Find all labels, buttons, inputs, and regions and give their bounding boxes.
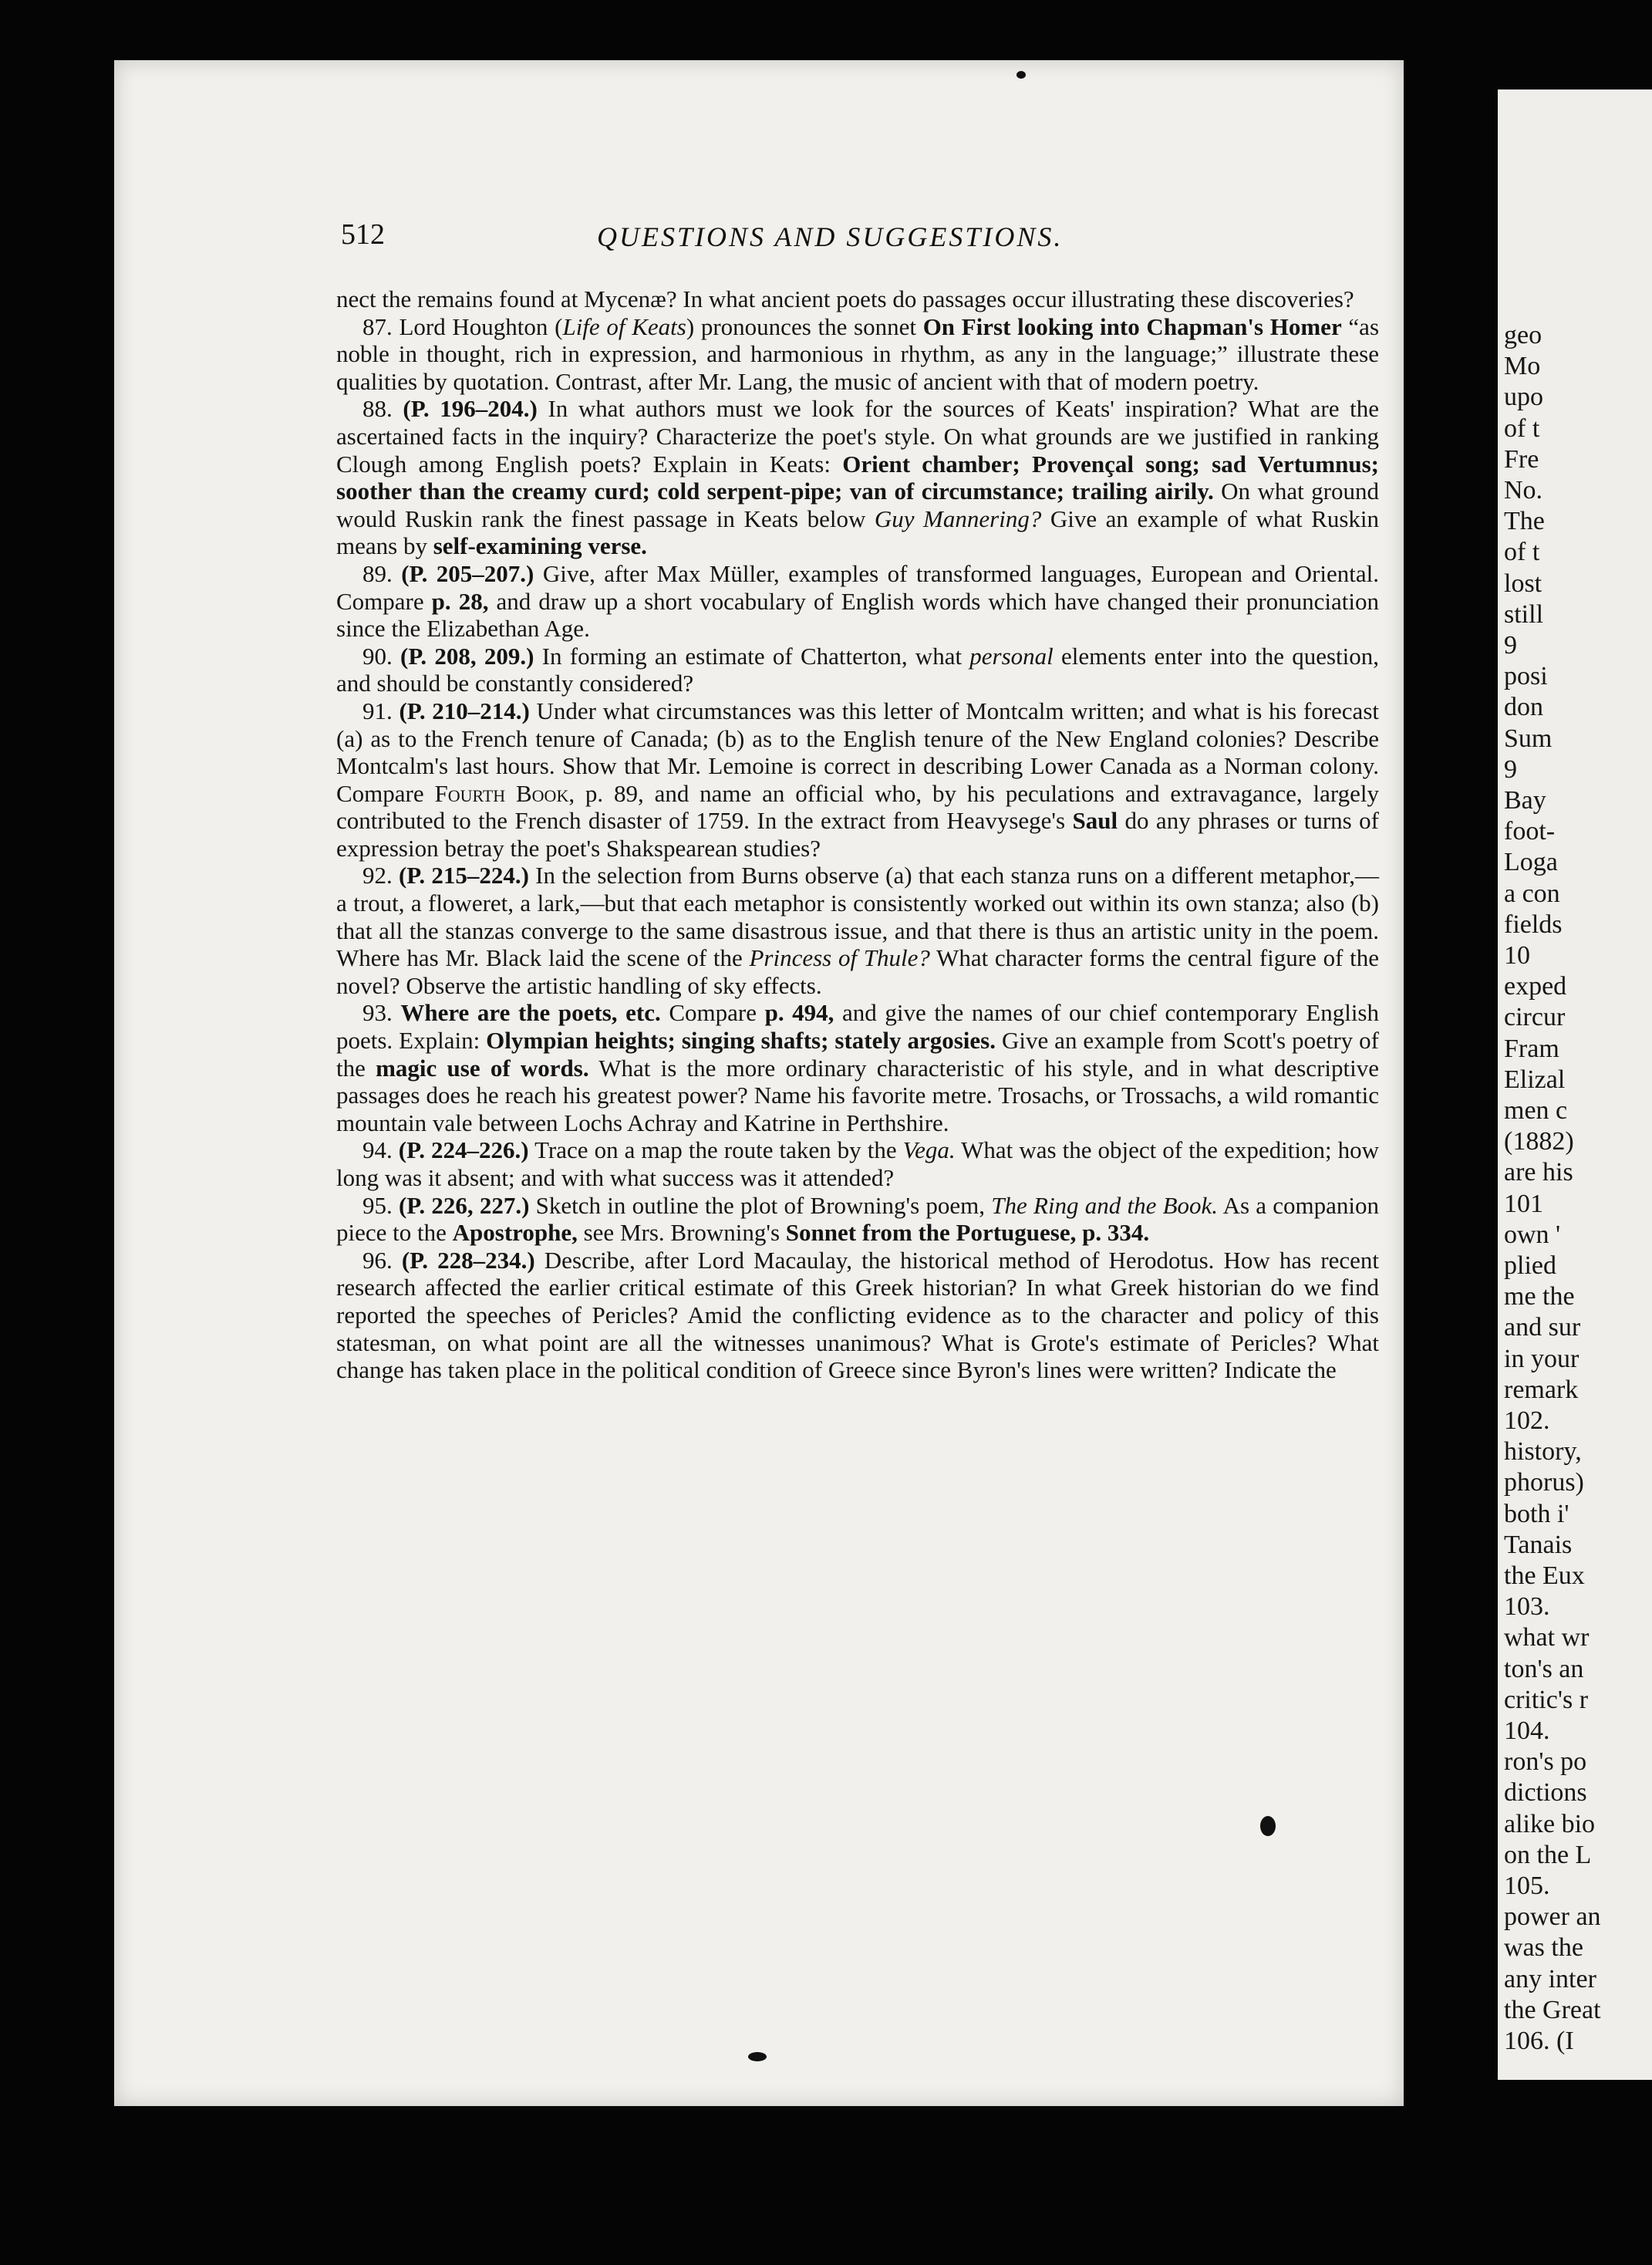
facing-page-line: ron's po <box>1504 1747 1587 1777</box>
bold-term: Saul <box>1072 807 1118 835</box>
page-reference: (P. 226, 227.) <box>398 1191 530 1219</box>
facing-page-line: in your <box>1504 1344 1580 1373</box>
question-91: 91. (P. 210–214.) Under what circumstances was this letter of Montcalm written; and what is his forecast (a) as to the French tenure of Canada; (b) as to the English tenure of the New England colonies? Describe Montcalm's last hours. Show that Mr. Lemoine is correct in describing Lower Canada as a Norman colony. Compare Fourth Book, p. 89, and name an official who, by his peculations and extravagance, largely contributed to the French disaster of 1759. In the extract from Heavysege's Saul do any phrases or turns of expression betray the poet's Shakspearean studies? <box>336 697 1379 862</box>
facing-page-line: still <box>1504 599 1544 629</box>
facing-page-line: Sum <box>1504 724 1553 753</box>
page-reference: (P. 224–226.) <box>398 1136 529 1164</box>
bold-term: Where are the poets, etc. <box>400 999 661 1027</box>
facing-page-line: (1882) <box>1504 1127 1574 1156</box>
facing-page-line: geo <box>1504 321 1542 349</box>
facing-page-line: posi <box>1504 662 1548 691</box>
page-header <box>341 218 1575 256</box>
facing-page-line: lost <box>1504 569 1542 598</box>
bold-term: Olympian heights; singing shafts; stately argosies. <box>486 1027 996 1055</box>
facing-page-line: of t <box>1504 538 1540 567</box>
facing-page-line: men c <box>1504 1096 1568 1125</box>
facing-page-line: was the <box>1504 1933 1583 1963</box>
facing-page-line: 103. <box>1504 1592 1550 1622</box>
facing-page-line: 106. (I <box>1504 2027 1574 2055</box>
facing-page-line: upo <box>1504 383 1543 412</box>
facing-page-line: Tanais <box>1504 1530 1573 1559</box>
facing-page-line: circur <box>1504 1003 1566 1032</box>
page-reference: (P. 210–214.) <box>399 697 530 724</box>
ink-speck <box>748 2052 767 2061</box>
page-reference: p. 494, <box>764 999 834 1027</box>
bold-term: Sonnet from the Portuguese, p. 334. <box>785 1219 1150 1247</box>
facing-page-line: don <box>1504 693 1543 722</box>
question-95: 95. (P. 226, 227.) Sketch in outline the plot of Browning's poem, The Ring and the Book. As a companion piece to the Apostrophe, see Mrs. Browning's Sonnet from the Portuguese, p. 334. <box>336 1191 1379 1247</box>
ink-blot <box>1260 1816 1276 1836</box>
bold-term: Apostrophe, <box>452 1219 578 1247</box>
question-87: 87. Lord Houghton (Life of Keats) pronounces the sonnet On First looking into Chapman's Homer “as noble in thought, rich in expression, and harmonious in rhythm, as any in the language;” illustrate these qualities by quotation. Contrast, after Mr. Lang, the music of ancient with that of modern poetry. <box>336 312 1380 395</box>
facing-page-line: Mo <box>1504 352 1541 381</box>
question-92: 92. (P. 215–224.) In the selection from Burns observe (a) that each stanza runs on a different metaphor,—a trout, a floweret, a lark,—but that each metaphor is consistently worked out within its own stanza; also (b) that all the stanzas converge to the same disastrous issue, and that there is thus an artistic unity in the poem. Where has Mr. Black laid the scene of the Princess of Thule? What character forms the central figure of the novel? Observe the artistic handling of sky effects. <box>336 862 1379 999</box>
running-head: QUESTIONS AND SUGGESTIONS. <box>597 221 1064 252</box>
facing-page-line: the Great <box>1504 1995 1601 2024</box>
facing-page-line: ton's an <box>1504 1654 1584 1683</box>
facing-page-line: remark <box>1504 1375 1579 1404</box>
facing-page-line: of t <box>1504 414 1540 443</box>
facing-page-line: both i' <box>1504 1499 1569 1528</box>
page-reference: (P. 205–207.) <box>401 559 534 587</box>
page-number: 512 <box>341 218 385 251</box>
work-title: Princess of Thule? <box>749 944 930 972</box>
questions-text <box>336 285 1379 1384</box>
bold-term: magic use of words. <box>376 1054 589 1082</box>
facing-page-line: 102. <box>1504 1406 1550 1435</box>
intro-paragraph: nect the remains found at Mycenæ? In what ancient poets do passages occur illustrating these discoveries? <box>336 285 1354 312</box>
page-reference: (P. 215–224.) <box>398 862 529 889</box>
question-89: 89. (P. 205–207.) Give, after Max Müller, examples of transformed languages, European and Oriental. Compare p. 28, and draw up a short vocabulary of English words which have changed their pronunciation since the Elizabethan Age. <box>336 559 1380 643</box>
facing-page-line: No. <box>1504 476 1543 505</box>
facing-page-line: any inter <box>1504 1964 1596 1993</box>
facing-page-line: Elizal <box>1504 1065 1566 1094</box>
facing-page-line: 9 <box>1504 754 1517 784</box>
work-title: The Ring and the Book. <box>991 1191 1219 1219</box>
facing-page-line: The <box>1504 507 1545 536</box>
page-reference: (P. 228–234.) <box>401 1246 535 1274</box>
facing-page-line: alike bio <box>1504 1809 1596 1838</box>
facing-page-line: Fre <box>1504 444 1539 474</box>
facing-page-line: own ' <box>1504 1220 1561 1249</box>
facing-page-line: phorus) <box>1504 1468 1584 1497</box>
ship-name: Vega. <box>902 1136 956 1164</box>
facing-page-line: history, <box>1504 1437 1582 1467</box>
facing-page-line: fields <box>1504 910 1563 939</box>
italic-term: personal <box>969 642 1054 670</box>
page-reference: (P. 208, 209.) <box>400 642 534 670</box>
facing-page-line: and sur <box>1504 1313 1581 1342</box>
facing-page-line: Loga <box>1504 848 1558 877</box>
bold-term: Orient chamber; Provençal song; sad Vertumnus; soother than the creamy curd; cold serpent-pipe; van of circumstance; trailing airily. <box>336 450 1379 505</box>
facing-page-line: critic's r <box>1504 1685 1589 1714</box>
facing-page-line: 105. <box>1504 1872 1550 1900</box>
question-93: 93. Where are the poets, etc. Compare p. 494, and give the names of our chief contemporary English poets. Explain: Olympian heights; singing shafts; stately argosies. Give an example from Scott's poetry of the magic use of words. What is the more ordinary characteristic of his style, and in what descriptive passages does he reach his greatest power? Name his favorite metre. Trosachs, or Trossachs, a wild romantic mountain vale between Lochs Achray and Katrine in Perthshire. <box>336 999 1379 1136</box>
facing-page-line: 10 <box>1504 941 1530 970</box>
question-96: 96. (P. 228–234.) Describe, after Lord Macaulay, the historical method of Herodotus. How has recent research affected the earlier critical estimate of this Greek historian? In what Greek historian do we find reported the speeches of Pericles? Amid the conflicting evidence as to the character and policy of this statesman, on what point are all the witnesses unanimous? What is Grote's estimate of Pericles? What change has taken place in the political condition of Greece since Byron's lines were written? Indicate the <box>336 1246 1380 1384</box>
facing-page-line: Bay <box>1504 786 1546 815</box>
facing-page-line: power an <box>1504 1902 1601 1932</box>
facing-page-line: 101 <box>1504 1189 1543 1218</box>
question-88: 88. (P. 196–204.) In what authors must we look for the sources of Keats' inspiration? What are the ascertained facts in the inquiry? Characterize the poet's style. On what grounds are we justified in ranking Clough among English poets? Explain in Keats: Orient chamber; Provençal song; sad Vertumnus; soother than the creamy curd; cold serpent-pipe; van of circumstance; trailing airily. On what ground would Ruskin rank the finest passage in Keats below Guy Mannering? Give an example of what Ruskin means by self-examining verse. <box>336 395 1380 560</box>
facing-page-line: plied <box>1504 1251 1556 1280</box>
right-page-fragment <box>1498 89 1652 2080</box>
facing-page-line: Fram <box>1504 1034 1559 1063</box>
facing-page-line: 104. <box>1504 1716 1550 1745</box>
bold-term: self-examining verse. <box>433 532 647 560</box>
question-94: 94. (P. 224–226.) Trace on a map the route taken by the Vega. What was the object of the expedition; how long was it absent; and with what success was it attended? <box>336 1136 1379 1191</box>
page-reference: (P. 196–204.) <box>403 395 538 423</box>
facing-page-line: a con <box>1504 879 1560 908</box>
facing-page-line: are his <box>1504 1158 1573 1187</box>
page-reference: p. 28, <box>431 587 489 615</box>
facing-page-line: foot- <box>1504 817 1556 846</box>
facing-page-line: 9 <box>1504 631 1517 660</box>
ink-speck <box>1016 71 1026 79</box>
facing-page-line: dictions <box>1504 1778 1587 1808</box>
work-title: Life of Keats <box>562 312 686 340</box>
facing-page-line: me the <box>1504 1282 1575 1311</box>
question-90: 90. (P. 208, 209.) In forming an estimate of Chatterton, what personal elements enter into the question, and should be constantly considered? <box>336 642 1380 697</box>
facing-page-line: what wr <box>1504 1623 1590 1652</box>
facing-page-line: on the L <box>1504 1840 1592 1869</box>
bold-term: On First looking into Chapman's Homer <box>922 312 1342 340</box>
work-title: Guy Mannering? <box>874 505 1042 532</box>
facing-page-line: the Eux <box>1504 1561 1585 1590</box>
small-caps-term: Fourth Book <box>434 779 569 807</box>
facing-page-line: exped <box>1504 972 1567 1001</box>
